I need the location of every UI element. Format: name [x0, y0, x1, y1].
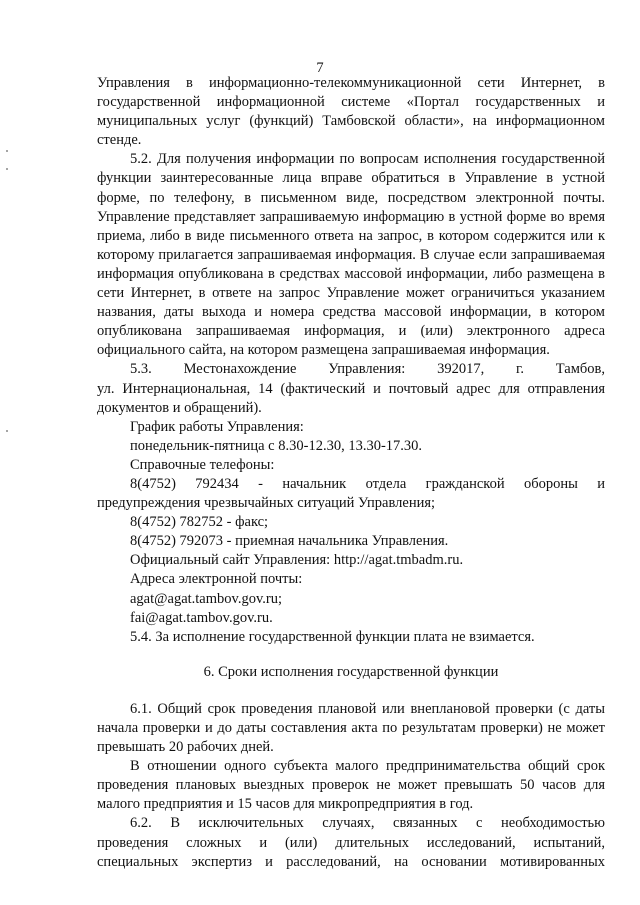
email-line: fai@agat.tambov.gov.ru.	[130, 609, 273, 626]
scan-mark	[6, 150, 8, 152]
website-line: Официальный сайт Управления: http://agat.tmbadm.ru.	[130, 552, 464, 569]
paragraph-5-2: 5.2. Для получения информации по вопросам исполнения государственной функции заинтересованные лица вправе обратиться в Управление в устной форме, по телефону, в письменном виде, посредством электронной почты. Управление представляет запрашиваемую информацию в устной форме во время приема, либо в виде письменного ответа на запрос, в котором содержится или к которому прилагается запрашиваемая информация. В случае если запрашиваемая информация опубликована в средствах массовой информации, либо размещена в сети Интернет, в ответе на запрос Управление может ограничиться указанием названия, даты выхода и номера средства массовой информации, в котором опубликована запрашиваемая информация, и (или) электронного адреса официального сайта, на котором размещена запрашиваемая информация.	[97, 151, 605, 359]
paragraph-6-1b: В отношении одного субъекта малого предпринимательства общий срок проведения плановых выездных проверок не может превышать 50 часов для малого предприятия и 15 часов для микропредприятия в год.	[97, 758, 605, 813]
paragraph-line: стенде.	[97, 132, 142, 149]
scan-mark	[6, 168, 8, 170]
section-heading: 6. Сроки исполнения государственной функции	[203, 663, 499, 680]
phone-line: 8(4752) 792073 - приемная начальника Управления.	[130, 533, 449, 550]
paragraph-6-2-line: 6.2. В исключительных случаях, связанных с необходимостью	[130, 815, 605, 832]
email-line: agat@agat.tambov.gov.ru;	[130, 590, 282, 607]
schedule-title: График работы Управления:	[130, 418, 304, 435]
page-number: 7	[316, 60, 324, 76]
paragraph-6-2-line: специальных экспертиз и расследований, на основании мотивированных	[97, 853, 605, 870]
phones-title: Справочные телефоны:	[130, 456, 275, 473]
paragraph-line: Управления в информационно-телекоммуникационной сети Интернет, в	[97, 75, 605, 91]
emails-title: Адреса электронной почты:	[130, 571, 303, 588]
document-body	[97, 74, 605, 872]
phone-line: 8(4752) 792434 - начальник отдела гражданской обороны и	[130, 475, 605, 492]
paragraph-6-2-line: проведения сложных и (или) длительных исследований, испытаний,	[97, 834, 605, 851]
paragraph-6-1: 6.1. Общий срок проведения плановой или внеплановой проверки (с даты начала проверки и до даты составления акта по результатам проверки) не может превышать 20 рабочих дней.	[97, 700, 605, 756]
scan-mark	[6, 430, 8, 432]
phone-line: предупреждения чрезвычайных ситуаций Управления;	[97, 495, 436, 512]
paragraph-5-3: ул. Интернациональная, 14 (фактический и почтовый адрес для отправления документов и обращений).	[97, 380, 605, 416]
paragraph-5-3-line: 5.3. Местонахождение Управления: 392017, г. Тамбов,	[130, 361, 605, 378]
paragraph-line: муниципальных услуг (функций) Тамбовской области», на информационном	[97, 113, 605, 130]
schedule-value: понедельник-пятница с 8.30-12.30, 13.30-17.30.	[130, 437, 423, 454]
phone-line: 8(4752) 782752 - факс;	[130, 514, 269, 531]
paragraph-line: государственной информационной системе «Портал государственных и	[97, 94, 605, 111]
paragraph-5-4: 5.4. За исполнение государственной функции плата не взимается.	[130, 628, 535, 645]
